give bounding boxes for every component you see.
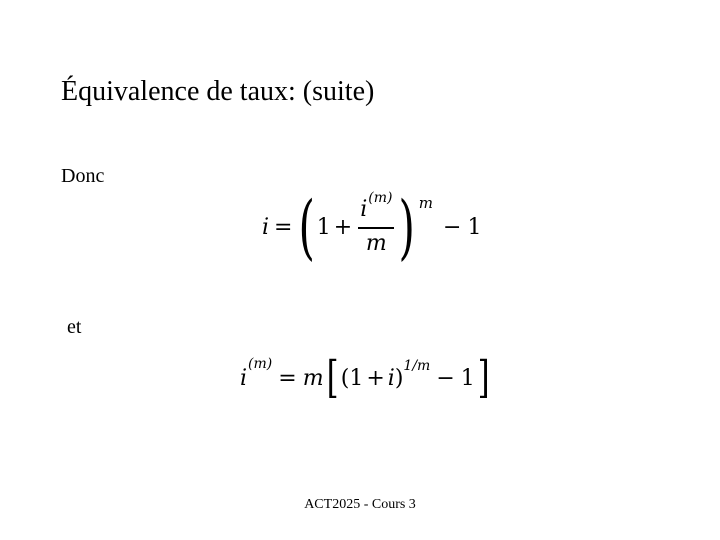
formula1-plus: + xyxy=(333,214,353,240)
formula1-open-paren: ( xyxy=(298,186,316,268)
formula2-open-paren: ( xyxy=(340,365,350,391)
formula2-open-bracket: [ xyxy=(326,352,339,403)
formula1-one: 1 xyxy=(316,214,331,240)
formula-effective-rate xyxy=(262,186,482,268)
formula1-den: m xyxy=(365,230,387,256)
formula-nominal-rate xyxy=(240,352,492,403)
formula2-exp: 1/m xyxy=(403,358,431,374)
formula2-i: i xyxy=(387,365,395,391)
formula1-num-sup: (m) xyxy=(368,190,393,207)
formula2-lhs-sup: (m) xyxy=(248,356,273,372)
formula2-equals: = xyxy=(278,365,297,391)
text-et: et xyxy=(67,316,82,338)
formula1-fraction xyxy=(358,190,394,257)
formula1-close-paren: ) xyxy=(398,186,416,268)
formula2-plus: + xyxy=(366,365,385,391)
formula1-num-i: i xyxy=(360,197,368,223)
formula1-outer-exp: m xyxy=(418,194,434,212)
slide-footer: ACT2025 - Cours 3 xyxy=(304,497,416,512)
formula1-equals: = xyxy=(274,214,293,240)
formula1-minus: − xyxy=(443,214,462,240)
formula2-lhs-i: i xyxy=(240,365,248,391)
formula2-m: m xyxy=(302,365,324,391)
slide-title: Équivalence de taux: (suite) xyxy=(61,76,375,107)
formula2-close-paren: ) xyxy=(394,365,404,391)
formula2-minus: − xyxy=(436,365,455,391)
formula2-one-end: 1 xyxy=(460,365,475,391)
formula1-one-end: 1 xyxy=(467,214,482,240)
text-donc: Donc xyxy=(61,165,105,187)
formula1-lhs: i xyxy=(262,214,270,240)
formula2-close-bracket: ] xyxy=(477,352,490,403)
formula2-one: 1 xyxy=(349,365,364,391)
